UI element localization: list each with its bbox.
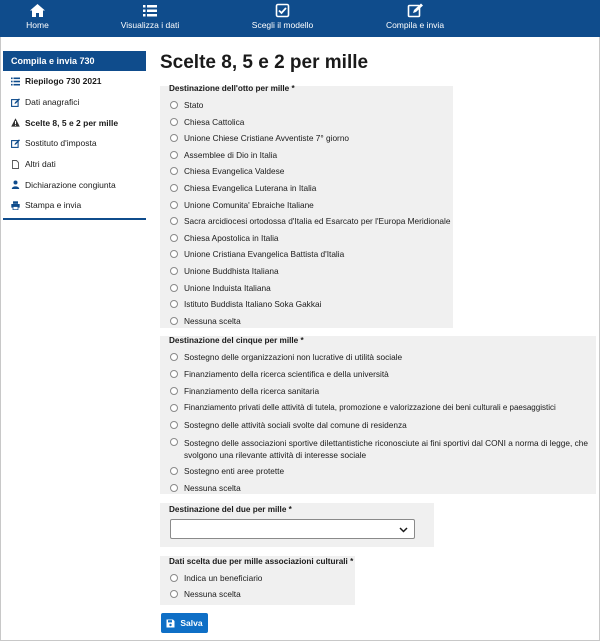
option-label: Unione Induista Italiana: [184, 282, 271, 293]
radio-button[interactable]: [170, 101, 178, 109]
nav-visualizza[interactable]: [75, 0, 225, 37]
option-label: Indica un beneficiario: [184, 573, 263, 583]
print-icon: [11, 201, 20, 210]
option-label: Nessuna scelta: [184, 315, 241, 326]
radio-option[interactable]: [170, 249, 451, 266]
option-label: Nessuna scelta: [184, 589, 241, 599]
radio-button[interactable]: [170, 184, 178, 192]
radio-option[interactable]: [170, 216, 451, 233]
list-icon: [142, 3, 158, 18]
user-icon: [11, 180, 20, 189]
option-label: Chiesa Apostolica in Italia: [184, 232, 279, 243]
radio-option[interactable]: [170, 117, 451, 134]
edit-icon: [11, 98, 20, 107]
radio-button[interactable]: [170, 134, 178, 142]
sidebar-header: Compila e invia 730: [3, 51, 146, 71]
radio-option[interactable]: [170, 466, 590, 483]
otto-per-mille-options: [170, 100, 451, 332]
sidebar-item-sostituto[interactable]: [3, 133, 146, 154]
radio-option[interactable]: [170, 150, 451, 167]
option-label: Nessuna scelta: [184, 483, 241, 493]
radio-option[interactable]: [170, 283, 451, 300]
sidebar-item-label: Dichiarazione congiunta: [25, 179, 116, 190]
radio-button[interactable]: [170, 317, 178, 325]
checkbox-icon: [275, 3, 290, 18]
option-label: Chiesa Evangelica Luterana in Italia: [184, 182, 317, 193]
radio-button[interactable]: [170, 590, 178, 598]
radio-option[interactable]: [170, 420, 590, 437]
radio-option[interactable]: [170, 369, 590, 386]
sidebar-item-stampa[interactable]: [3, 195, 146, 216]
radio-option[interactable]: [170, 483, 590, 500]
edit-icon: [407, 3, 424, 18]
option-label: Sostegno delle associazioni sportive dilettantistiche riconosciute ai fini sportivi dal CONI a norma di legge, che svolgono una rilevante attività di interesse sociale: [184, 438, 588, 460]
option-label: Istituto Buddista Italiano Soka Gakkai: [184, 299, 322, 310]
save-icon: [166, 619, 175, 628]
option-label: Sostegno delle attività sociali svolte dal comune di residenza: [184, 420, 407, 430]
page-title: Scelte 8, 5 e 2 per mille: [160, 52, 369, 73]
radio-button[interactable]: [170, 404, 178, 412]
sidebar-item-scelte[interactable]: [3, 112, 146, 133]
cinque-per-mille-legend: Destinazione del cinque per mille *: [169, 336, 304, 345]
nav-visualizza-label: Visualizza i dati: [120, 20, 180, 30]
radio-option[interactable]: [170, 403, 590, 420]
radio-option[interactable]: [170, 133, 451, 150]
radio-button[interactable]: [170, 467, 178, 475]
culturali-fieldset: [160, 556, 355, 605]
cinque-per-mille-options: [170, 352, 590, 500]
option-label: Chiesa Cattolica: [184, 116, 245, 127]
option-label: Assemblee di Dio in Italia: [184, 149, 278, 160]
radio-button[interactable]: [170, 250, 178, 258]
sidebar: [3, 51, 146, 220]
radio-option[interactable]: [170, 437, 590, 466]
radio-button[interactable]: [170, 267, 178, 275]
radio-button[interactable]: [170, 574, 178, 582]
radio-option[interactable]: [170, 266, 451, 283]
document-icon: [11, 160, 20, 169]
radio-button[interactable]: [170, 217, 178, 225]
radio-button[interactable]: [170, 201, 178, 209]
sidebar-item-label: Riepilogo 730 2021: [25, 76, 102, 87]
option-label: Chiesa Evangelica Valdese: [184, 166, 285, 177]
option-label: Unione Comunita' Ebraiche Italiane: [184, 199, 314, 210]
sidebar-item-altri-dati[interactable]: [3, 154, 146, 175]
nav-home-label: Home: [26, 20, 49, 30]
sidebar-item-label: Dati anagrafici: [25, 97, 80, 108]
option-label: Stato: [184, 100, 204, 110]
option-label: Finanziamento della ricerca scientifica e della università: [184, 369, 389, 379]
radio-button[interactable]: [170, 370, 178, 378]
save-label: Salva: [180, 618, 203, 628]
radio-button[interactable]: [170, 234, 178, 242]
nav-scegli-modello[interactable]: [225, 0, 340, 37]
sidebar-item-riepilogo[interactable]: [3, 71, 146, 92]
radio-option[interactable]: [170, 183, 451, 200]
option-label: Sostegno delle organizzazioni non lucrative di utilità sociale: [184, 352, 403, 362]
radio-option[interactable]: [170, 573, 262, 589]
radio-option[interactable]: [170, 100, 451, 117]
radio-option[interactable]: [170, 386, 590, 403]
radio-option[interactable]: [170, 316, 451, 333]
option-label: Unione Chiese Cristiane Avventiste 7° giorno: [184, 133, 350, 144]
edit-icon: [11, 139, 20, 148]
radio-option[interactable]: [170, 166, 451, 183]
radio-option[interactable]: [170, 352, 590, 369]
radio-option[interactable]: [170, 299, 451, 316]
top-navigation: [0, 0, 600, 37]
option-label: Unione Buddhista Italiana: [184, 265, 279, 276]
warning-icon: [11, 118, 20, 127]
culturali-options: [170, 573, 262, 605]
radio-button[interactable]: [170, 118, 178, 126]
option-label: Finanziamento privati delle attività di tutela, promozione e valorizzazione dei beni culturali e paesaggistici: [184, 403, 556, 412]
culturali-legend: Dati scelta due per mille associazioni culturali *: [169, 557, 354, 566]
otto-per-mille-fieldset: [160, 86, 453, 328]
due-per-mille-select[interactable]: [170, 519, 415, 539]
sidebar-item-dichiarazione[interactable]: [3, 174, 146, 195]
radio-button[interactable]: [170, 438, 178, 446]
radio-button[interactable]: [170, 167, 178, 175]
option-label: Finanziamento della ricerca sanitaria: [184, 386, 320, 396]
chevron-down-icon: [399, 525, 408, 534]
sidebar-item-dati-anagrafici[interactable]: [3, 92, 146, 113]
otto-per-mille-legend: Destinazione dell'otto per mille *: [169, 84, 295, 93]
radio-option[interactable]: [170, 233, 451, 250]
option-label: Sacra arcidiocesi ortodossa d'Italia ed Esarcato per l'Europa Meridionale: [184, 216, 451, 227]
radio-button[interactable]: [170, 387, 178, 395]
due-per-mille-legend: Destinazione del due per mille *: [169, 505, 292, 514]
radio-button[interactable]: [170, 421, 178, 429]
radio-button[interactable]: [170, 484, 178, 492]
radio-button[interactable]: [170, 300, 178, 308]
radio-button[interactable]: [170, 284, 178, 292]
radio-button[interactable]: [170, 151, 178, 159]
sidebar-divider: [3, 218, 146, 220]
home-icon: [29, 3, 46, 18]
save-button[interactable]: [161, 613, 208, 633]
radio-button[interactable]: [170, 353, 178, 361]
sidebar-item-label: Altri dati: [25, 159, 56, 170]
nav-compila-label: Compila e invia: [385, 20, 445, 30]
nav-scegli-label: Scegli il modello: [251, 20, 314, 30]
cinque-per-mille-fieldset: [160, 336, 596, 494]
list-icon: [11, 77, 20, 86]
nav-compila-invia[interactable]: [340, 0, 490, 37]
radio-option[interactable]: [170, 589, 262, 605]
option-label: Sostegno enti aree protette: [184, 466, 285, 476]
option-label: Unione Cristiana Evangelica Battista d'Italia: [184, 249, 345, 260]
sidebar-item-label: Stampa e invia: [25, 200, 82, 211]
sidebar-item-label: Scelte 8, 5 e 2 per mille: [25, 117, 119, 128]
sidebar-item-label: Sostituto d'imposta: [25, 138, 97, 149]
radio-option[interactable]: [170, 200, 451, 217]
nav-home[interactable]: [0, 0, 75, 37]
